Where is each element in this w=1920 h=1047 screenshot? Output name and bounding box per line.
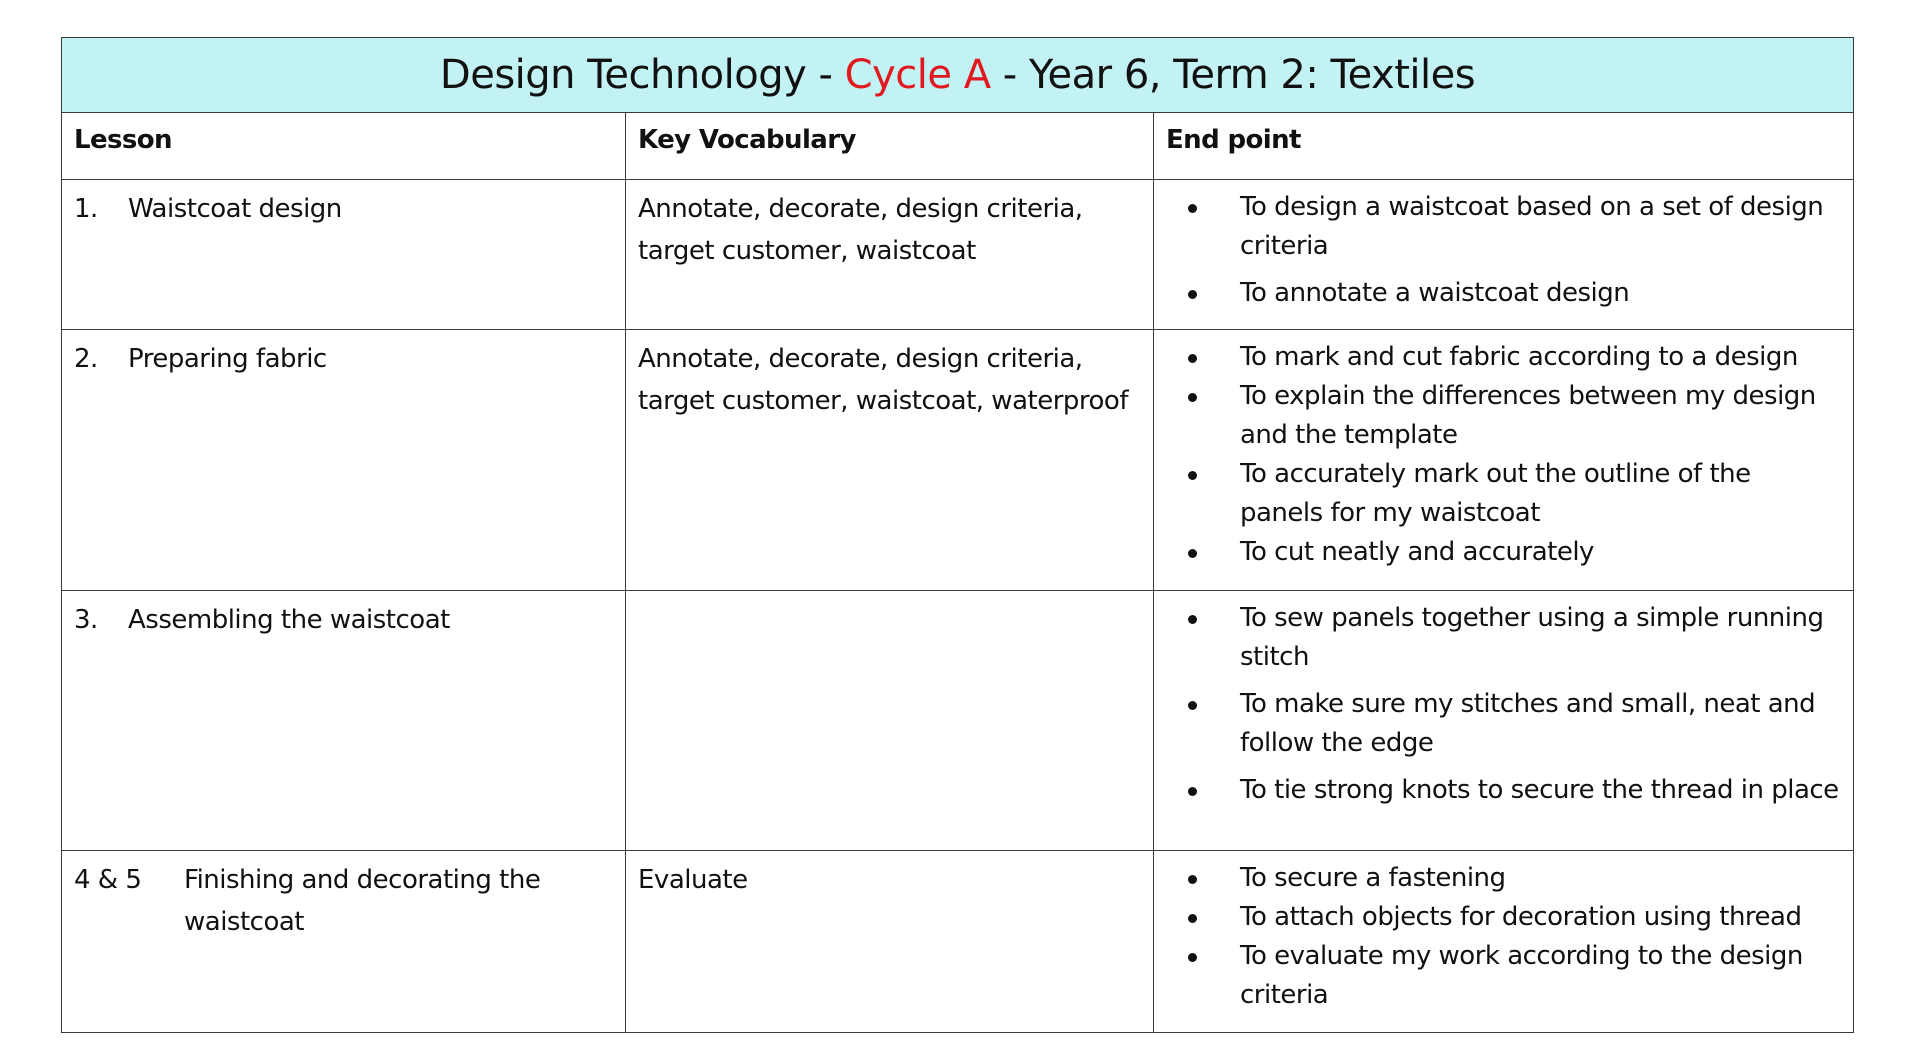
- title-row: [62, 38, 1854, 113]
- bullet-icon: [1188, 701, 1197, 710]
- end-point-cell: [1154, 591, 1854, 851]
- end-point-item: To accurately mark out the outline of the panels for my waistcoat: [1166, 455, 1841, 533]
- vocabulary-cell: Evaluate: [626, 851, 1154, 1033]
- page-title: [62, 38, 1854, 113]
- table-row: [62, 591, 1854, 851]
- bullet-icon: [1188, 204, 1197, 213]
- end-point-item: To annotate a waistcoat design: [1166, 274, 1841, 313]
- header-row: [62, 113, 1854, 180]
- end-point-item: To design a waistcoat based on a set of design criteria: [1166, 188, 1841, 266]
- lesson-title: Assembling the waistcoat: [128, 605, 450, 635]
- end-point-item: To make sure my stitches and small, neat and follow the edge: [1166, 685, 1841, 763]
- end-point-item: To attach objects for decoration using thread: [1166, 898, 1841, 937]
- end-point-item: To tie strong knots to secure the thread in place: [1166, 771, 1841, 810]
- lesson-number: 3.: [74, 605, 98, 635]
- lesson-cell: [62, 591, 626, 851]
- title-cycle-highlight: Cycle A: [844, 52, 991, 98]
- end-point-item: To mark and cut fabric according to a design: [1166, 338, 1841, 377]
- lesson-cell: [62, 180, 626, 330]
- column-header-end-point: End point: [1154, 113, 1854, 180]
- table-row: [62, 851, 1854, 1033]
- lesson-title: Finishing and decorating the waistcoat: [184, 865, 541, 937]
- end-point-item: To secure a fastening: [1166, 859, 1841, 898]
- curriculum-sheet: [61, 37, 1853, 1033]
- column-header-lesson: Lesson: [62, 113, 626, 180]
- vocabulary-cell: [626, 591, 1154, 851]
- end-point-item: To explain the differences between my design and the template: [1166, 377, 1841, 455]
- column-header-key-vocabulary: Key Vocabulary: [626, 113, 1154, 180]
- bullet-icon: [1188, 953, 1197, 962]
- lesson-cell: [62, 330, 626, 591]
- vocabulary-cell: Annotate, decorate, design criteria, target customer, waistcoat, waterproof: [626, 330, 1154, 591]
- vocabulary-cell: Annotate, decorate, design criteria, target customer, waistcoat: [626, 180, 1154, 330]
- bullet-icon: [1188, 787, 1197, 796]
- lesson-cell: [62, 851, 626, 1033]
- end-point-item: To cut neatly and accurately: [1166, 533, 1841, 572]
- lesson-number: 4 & 5: [74, 865, 142, 895]
- bullet-icon: [1188, 914, 1197, 923]
- lesson-number: 1.: [74, 194, 98, 224]
- end-point-cell: [1154, 851, 1854, 1033]
- bullet-icon: [1188, 290, 1197, 299]
- bullet-icon: [1188, 354, 1197, 363]
- title-suffix: - Year 6, Term 2: Textiles: [990, 52, 1476, 98]
- end-point-cell: [1154, 330, 1854, 591]
- table-row: [62, 330, 1854, 591]
- title-prefix: Design Technology -: [439, 52, 845, 98]
- lesson-number: 2.: [74, 344, 98, 374]
- end-point-item: To sew panels together using a simple running stitch: [1166, 599, 1841, 677]
- lesson-title: Preparing fabric: [128, 344, 327, 374]
- bullet-icon: [1188, 393, 1197, 402]
- bullet-icon: [1188, 549, 1197, 558]
- end-point-cell: [1154, 180, 1854, 330]
- table-row: [62, 180, 1854, 330]
- bullet-icon: [1188, 615, 1197, 624]
- bullet-icon: [1188, 471, 1197, 480]
- lesson-plan-table: [61, 37, 1854, 1033]
- bullet-icon: [1188, 875, 1197, 884]
- lesson-title: Waistcoat design: [128, 194, 342, 224]
- end-point-item: To evaluate my work according to the design criteria: [1166, 937, 1841, 1015]
